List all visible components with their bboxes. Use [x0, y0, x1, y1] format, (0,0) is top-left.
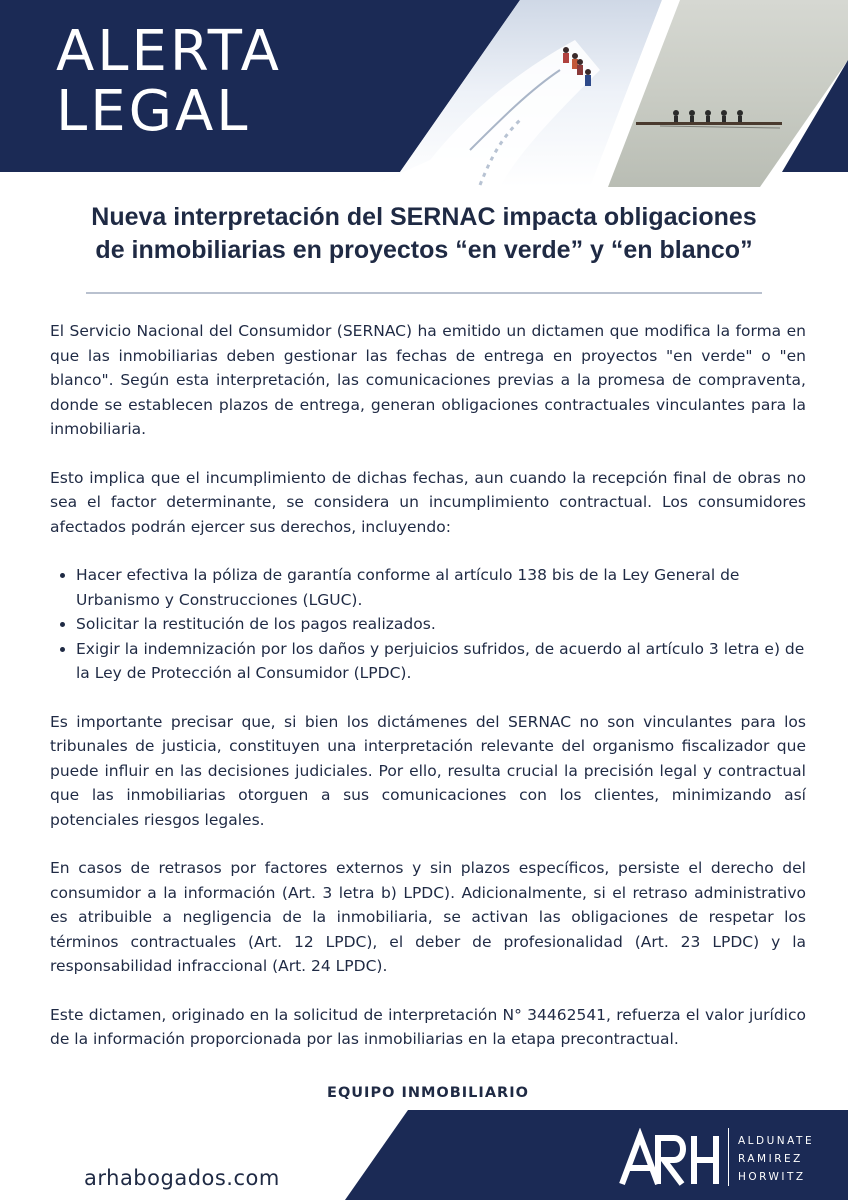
logo-separator: [728, 1128, 729, 1186]
header-title-line-1: ALERTA: [56, 19, 282, 84]
article-title-line-2: de inmobiliarias en proyectos “en verde” y “en blanco”: [95, 236, 753, 264]
rights-list: [50, 563, 806, 686]
header-title: [56, 19, 282, 144]
paragraph-1: El Servicio Nacional del Consumidor (SERNAC) ha emitido un dictamen que modifica la forma en que las inmobiliarias deben gestionar las fechas de entrega en proyectos "en verde" o "en blanco". Según esta interpretación, las comunicaciones previas a la promesa de compraventa, donde se establecen plazos de entrega, generan obligaciones contractuales vinculantes para la inmobiliaria.: [50, 322, 806, 438]
paragraph-4: En casos de retrasos por factores externos y sin plazos específicos, persiste el derecho del consumidor a la información (Art. 3 letra b) LPDC). Adicionalmente, si el retraso administrativo es atribuible a negligencia de la inmobiliaria, se activan las obligaciones de respetar los términos contractuales (Art. 12 LPDC), el deber de profesionalidad (Art. 23 LPDC) y la responsabilidad infraccional (Art. 24 LPDC).: [50, 859, 806, 975]
header-banner: [0, 0, 848, 187]
arh-logo-mark-icon: [618, 1128, 722, 1188]
firm-logo: [618, 1128, 818, 1188]
list-item: • Hacer efectiva la póliza de garantía conforme al artículo 138 bis de la Ley General de Urbanismo y Construcciones (LGUC).: [76, 563, 806, 612]
article-body: [50, 319, 806, 1076]
list-item: • Exigir la indemnización por los daños y perjuicios sufridos, de acuerdo al artículo 3 letra e) de la Ley de Protección al Consumidor (LPDC).: [76, 637, 806, 686]
signature: EQUIPO INMOBILIARIO: [327, 1085, 529, 1101]
title-divider: [86, 292, 762, 294]
website-link[interactable]: arhabogados.com: [84, 1166, 280, 1190]
list-item: • Solicitar la restitución de los pagos realizados.: [76, 612, 806, 637]
logo-line-2: RAMIREZ: [738, 1153, 803, 1165]
logo-line-3: HORWITZ: [738, 1171, 806, 1183]
paragraph-2: Esto implica que el incumplimiento de dichas fechas, aun cuando la recepción final de obras no sea el factor determinante, se considera un incumplimiento contractual. Los consumidores afectados podrán ejercer sus derechos, incluyendo:: [50, 468, 806, 536]
paragraph-3: Es importante precisar que, si bien los dictámenes del SERNAC no son vinculantes para los tribunales de justicia, constituyen una interpretación relevante del organismo fiscalizador que puede influir en las decisiones judiciales. Por ello, resulta crucial la precisión legal y contractual que las inmobiliarias otorguen a sus comunicaciones con los clientes, minimizando así potenciales riesgos legales.: [50, 712, 806, 829]
article-title-line-1: Nueva interpretación del SERNAC impacta obligaciones: [91, 203, 757, 231]
logo-line-1: ALDUNATE: [738, 1135, 815, 1147]
article-title: [40, 201, 808, 267]
logo-wordmark: [738, 1132, 814, 1186]
header-title-line-2: LEGAL: [56, 79, 251, 144]
paragraph-5: Este dictamen, originado en la solicitud de interpretación N° 34462541, refuerza el valor jurídico de la información proporcionada por las inmobiliarias en la etapa precontractual.: [50, 1005, 806, 1048]
